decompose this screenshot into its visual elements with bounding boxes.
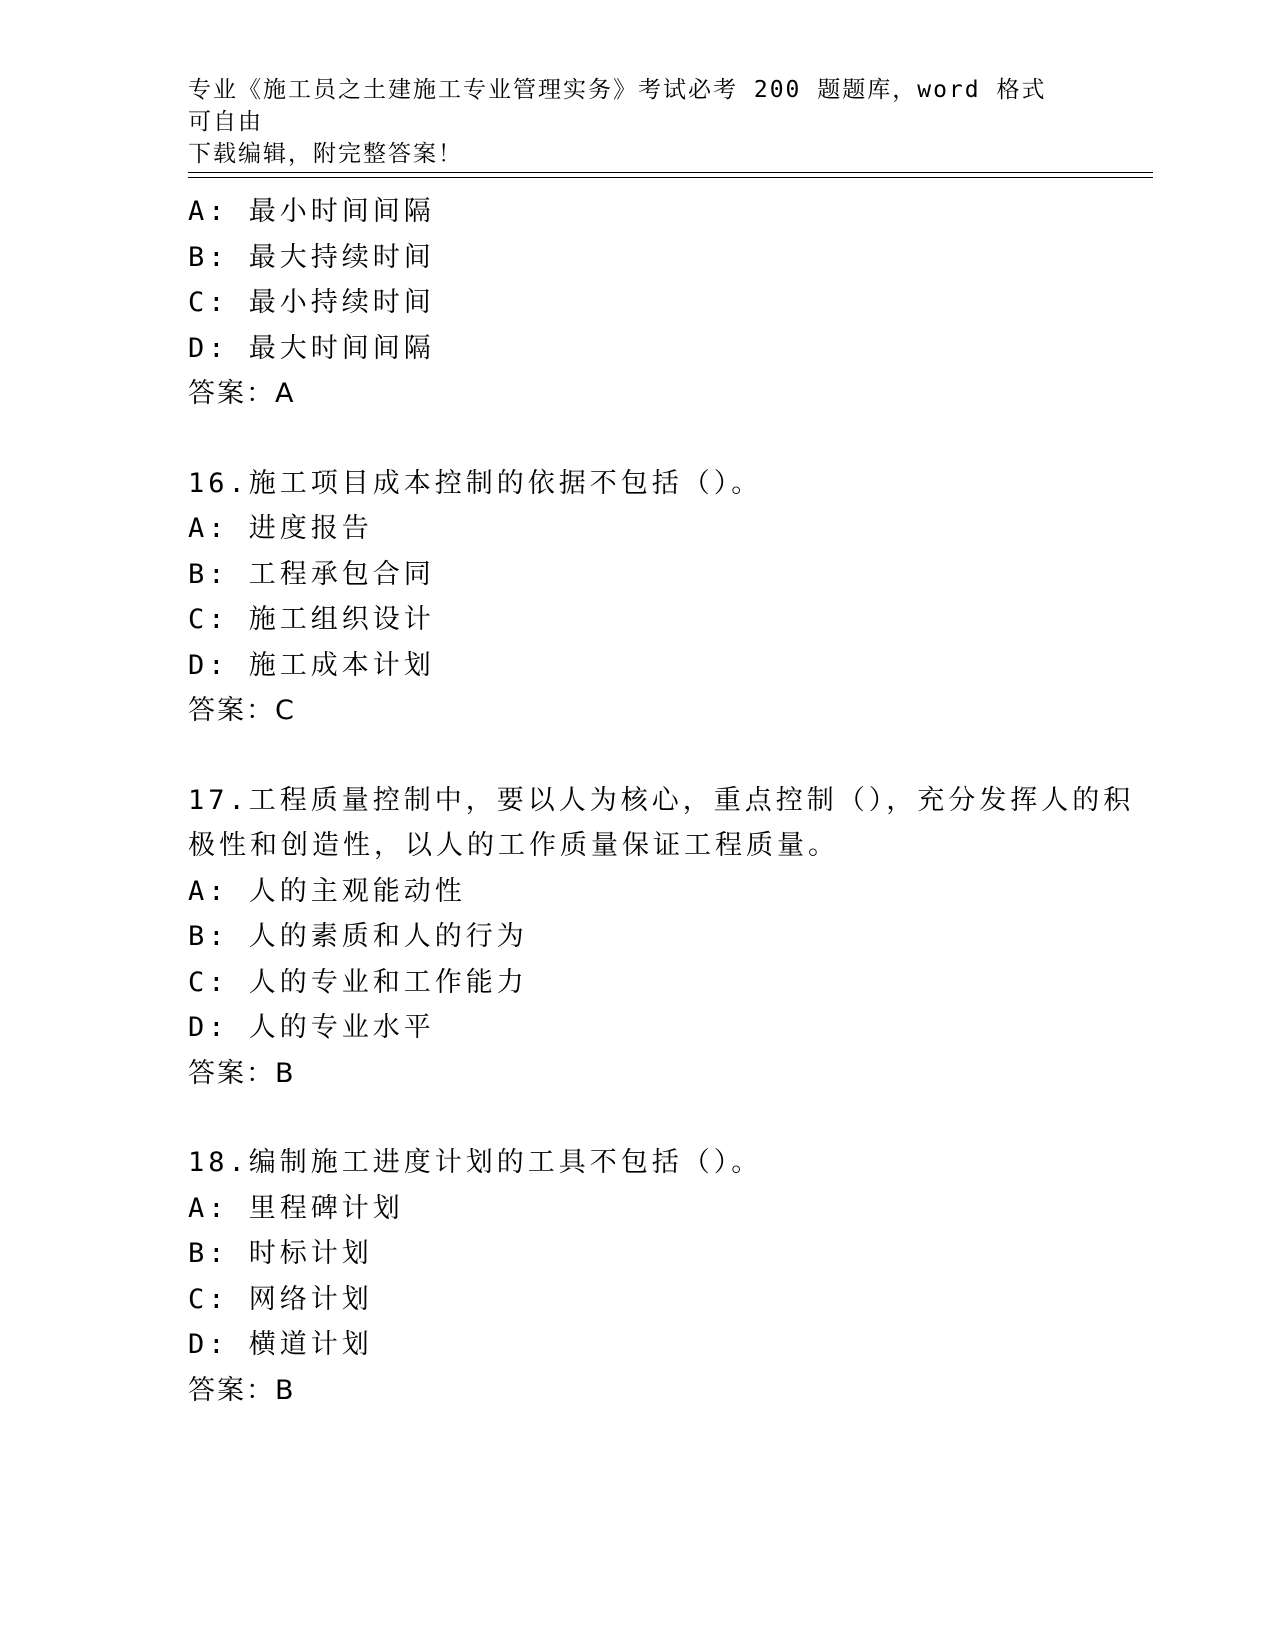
question-text: 16.施工项目成本控制的依据不包括（）。	[188, 467, 763, 499]
option-c: C: 最小持续时间	[188, 287, 435, 318]
option-d: D: 施工成本计划	[188, 649, 435, 681]
document-header	[188, 74, 1068, 170]
question-text: 18.编制施工进度计划的工具不包括（）。	[188, 1147, 763, 1178]
option-b: B: 人的素质和人的行为	[188, 921, 528, 952]
option-c: C: 人的专业和工作能力	[188, 966, 528, 998]
option-c: C: 网络计划	[188, 1283, 373, 1315]
header-divider-bottom	[188, 177, 1153, 178]
header-line-1: 专业《施工员之土建施工专业管理实务》考试必考 200 题题库，word 格式可自由	[188, 77, 1047, 135]
question-content	[188, 189, 1153, 1413]
option-d: D: 最大时间间隔	[188, 332, 435, 364]
option-a: A: 进度报告	[188, 513, 373, 544]
option-a: A: 最小时间间隔	[188, 196, 435, 227]
header-line-2: 下载编辑，附完整答案！	[188, 141, 463, 167]
question-block-18	[188, 1140, 1153, 1413]
answer-line: 答案：B	[188, 1057, 296, 1089]
answer-line: 答案：C	[188, 695, 296, 726]
answer-line: 答案：A	[188, 378, 296, 409]
header-divider-top	[188, 172, 1153, 173]
question-text-line-2: 极性和创造性，以人的工作质量保证工程质量。	[188, 830, 839, 861]
option-b: B: 工程承包合同	[188, 558, 435, 590]
option-b: B: 最大持续时间	[188, 241, 435, 273]
question-block-15-tail	[188, 189, 1153, 417]
option-a: A: 人的主观能动性	[188, 875, 466, 907]
question-block-16	[188, 461, 1153, 734]
question-block-17	[188, 778, 1153, 1097]
option-c: C: 施工组织设计	[188, 604, 435, 635]
option-a: A: 里程碑计划	[188, 1192, 404, 1224]
question-text-line-1: 17.工程质量控制中，要以人为核心，重点控制（），充分发挥人的积	[188, 784, 1135, 816]
option-d: D: 横道计划	[188, 1329, 373, 1360]
answer-line: 答案：B	[188, 1374, 296, 1406]
option-b: B: 时标计划	[188, 1238, 373, 1269]
option-d: D: 人的专业水平	[188, 1012, 435, 1043]
